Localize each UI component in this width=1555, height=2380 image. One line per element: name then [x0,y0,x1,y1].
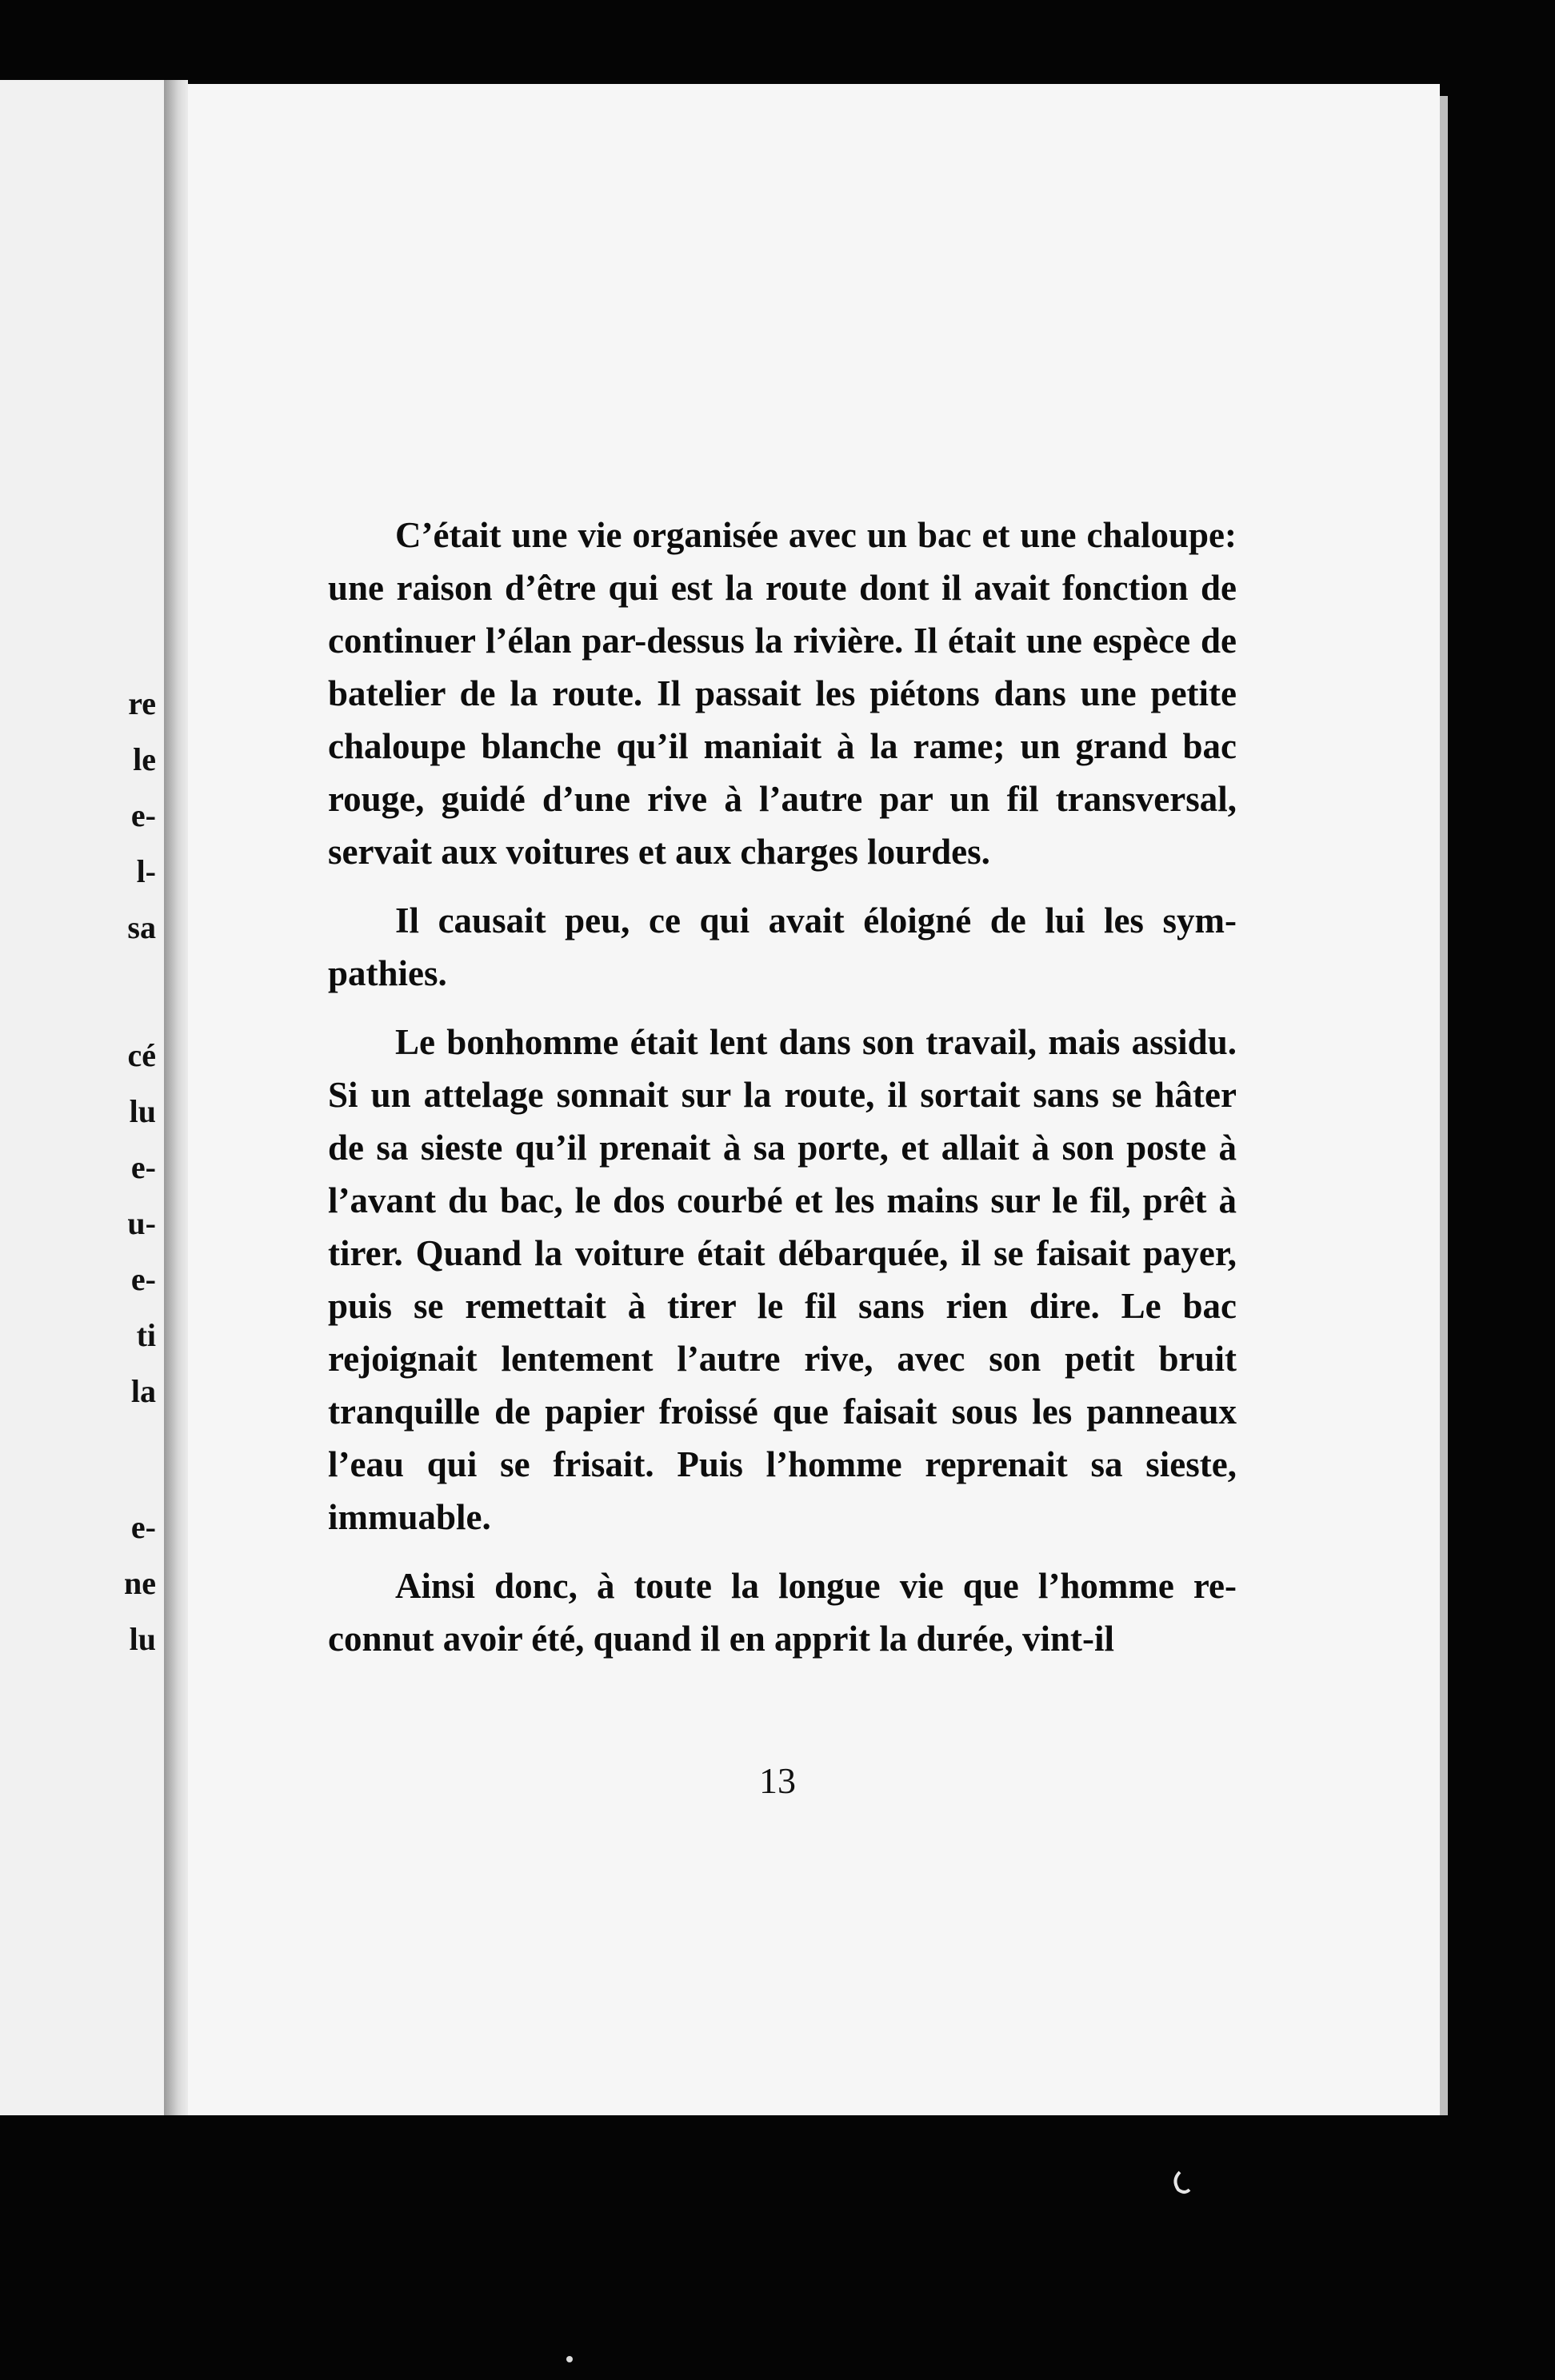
left-page-fragment: ti [136,1317,156,1353]
left-page-fragment: lu [129,1093,156,1129]
left-page-fragment: e- [130,797,156,833]
left-page-fragment: lu [129,1621,156,1657]
left-page-fragment: re [128,685,156,721]
book-gutter [164,80,188,2115]
left-page-fragment: e- [130,1509,156,1545]
left-page-fragment: u- [127,1205,156,1241]
left-page-fragment: le [133,741,156,777]
left-page-fragment: e- [130,1261,156,1297]
page-number: 13 [759,1760,796,1801]
left-page-fragment: e- [130,1149,156,1185]
left-page-fragment: la [130,1373,156,1409]
page-edge-shadow [1440,96,1448,2115]
left-page-fragment: ne [124,1565,156,1601]
left-page-fragment: l- [136,853,156,889]
left-page-fragment: sa [127,909,156,945]
paragraph: Le bonhomme était lent dans son travail, mais assidu. Si un attelage sonnait sur la route, il sortait sans se hâter de sa sieste qu’il prenait à sa porte, et allait à son poste à l’avant du bac, le dos courbé et les mains sur le fil, prêt à tirer. Quand la voiture était débarquée, il se faisait payer, puis se remettait à tirer le fil sans rien dire. Le bac rejoignait lentement l’autre rive, avec son petit bruit tranquille de papier froissé que faisait sous les panneaux l’eau qui se frisait. Puis l’homme reprenait sa sieste, immuable. [328,1022,1237,1537]
facing-page-left [0,80,164,2115]
paragraph: C’était une vie organisée avec un bac et une chaloupe: une raison d’être qui est la route dont il avait fonction de continuer l’élan par-dessus la rivière. Il était une espèce de batelier de la route. Il passait les piétons dans une petite chaloupe blanche qu’il maniait à la rame; un grand bac rouge, guidé d’une rive à l’autre par un fil transversal, servait aux voitures et aux charges lourdes. [328,515,1237,872]
paragraph: Ainsi donc, à toute la longue vie que l’homme reconnut avoir été, quand il en apprit la durée, vint-il [328,1566,1237,1659]
body-text [328,509,1237,1681]
left-page-fragment: cé [127,1037,156,1073]
paragraph: Il causait peu, ce qui avait éloigné de lui les sympathies. [328,900,1237,993]
